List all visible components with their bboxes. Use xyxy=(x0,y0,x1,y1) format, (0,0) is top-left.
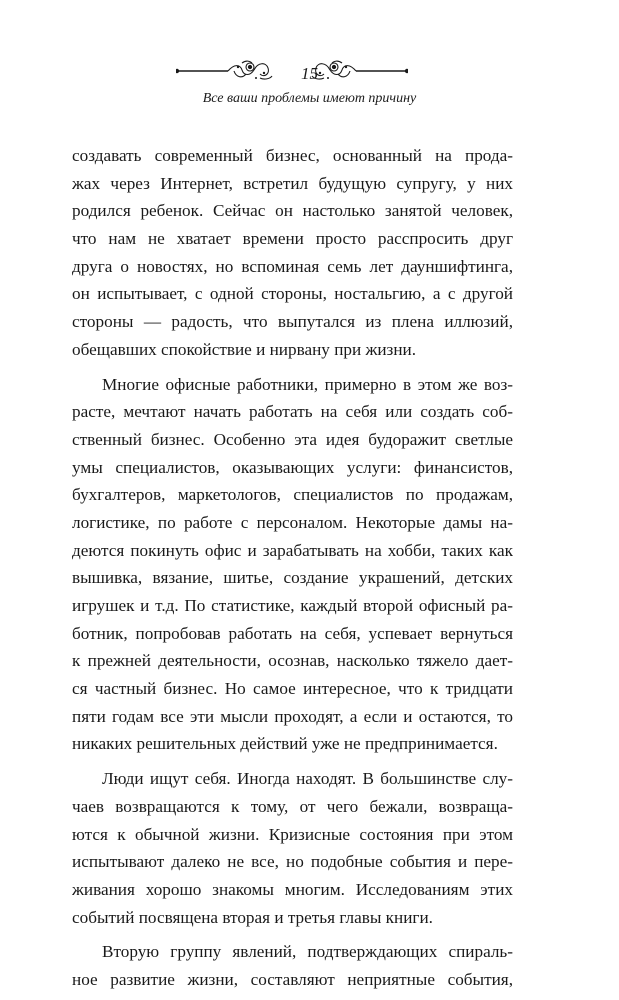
text-line: ботник, попробовав работать на себя, успевает вернуться xyxy=(72,623,513,643)
paragraph xyxy=(72,142,513,364)
text-line: ся частный бизнес. Но самое интересное, что к тридцати xyxy=(72,679,513,699)
text-line: событий посвящена вторая и третья главы книги. xyxy=(72,907,433,927)
text-line: умы специалистов, оказывающих услуги: финансистов, xyxy=(72,457,513,477)
text-line: никаких решительных действий уже не предпринимается. xyxy=(72,734,498,754)
text-line: бухгалтеров, маркетологов, специалистов по продажам, xyxy=(72,485,513,505)
page-number: 15 xyxy=(301,64,318,83)
paragraph-gap xyxy=(72,931,513,938)
text-line: Вторую группу явлений, подтверждающих спираль- xyxy=(102,942,513,962)
paragraph-gap xyxy=(72,758,513,765)
text-line: он испытывает, с одной стороны, ностальгию, а с другой xyxy=(72,284,513,304)
page-header xyxy=(0,52,619,122)
text-line: обещавших спокойствие и нирвану при жизни. xyxy=(72,339,417,359)
text-line: ственный бизнес. Особенно эта идея будоражит светлые xyxy=(72,429,513,449)
text-line: друга о новостях, но вспоминая семь лет дауншифтинга, xyxy=(72,256,513,276)
text-line: живания хорошо знакомы многим. Исследованиям этих xyxy=(72,879,513,899)
text-line: жах через Интернет, встретил будущую супругу, у них xyxy=(72,173,513,193)
text-line: игрушек и т.д. По статистике, каждый второй офисный ра- xyxy=(72,596,513,615)
text-line: Многие офисные работники, примерно в этом же воз- xyxy=(102,374,513,394)
text-line: деются покинуть офис и зарабатывать на хобби, таких как xyxy=(72,540,513,560)
paragraph-gap xyxy=(72,364,513,371)
text-line: ное развитие жизни, составляют неприятные события, xyxy=(72,969,513,989)
text-line: стороны — радость, что выпутался из плена иллюзий, xyxy=(72,312,513,332)
paragraph xyxy=(72,765,513,931)
text-line: Люди ищут себя. Иногда находят. В большинстве слу- xyxy=(102,769,513,789)
text-line: ются к обычной жизни. Кризисные состояния при этом xyxy=(72,824,513,844)
text-line: расте, мечтают начать работать на себя или создать соб- xyxy=(72,402,513,422)
text-line: создавать современный бизнес, основанный на прода- xyxy=(72,146,513,165)
text-line: к прежней деятельности, осознав, насколько тяжело дает- xyxy=(72,651,513,671)
text-line: чаев возвращаются к тому, от чего бежали, возвраща- xyxy=(72,796,513,816)
text-line: пяти годам все эти мысли проходят, а если и остаются, то xyxy=(72,706,513,726)
text-line: вышивка, вязание, шитье, создание украшений, детских xyxy=(72,568,513,588)
body-text xyxy=(72,142,513,994)
paragraph xyxy=(72,371,513,759)
paragraph xyxy=(72,938,513,993)
text-line: испытывают далеко не все, но подобные события и пере- xyxy=(72,852,513,872)
text-line: логистике, по работе с персоналом. Некоторые дамы на- xyxy=(72,512,513,532)
text-line: родился ребенок. Сейчас он настолько занятой человек, xyxy=(72,201,513,221)
running-title: Все ваши проблемы имеют причину xyxy=(202,91,417,106)
text-line: что нам не хватает времени просто расспросить друг xyxy=(72,229,513,249)
